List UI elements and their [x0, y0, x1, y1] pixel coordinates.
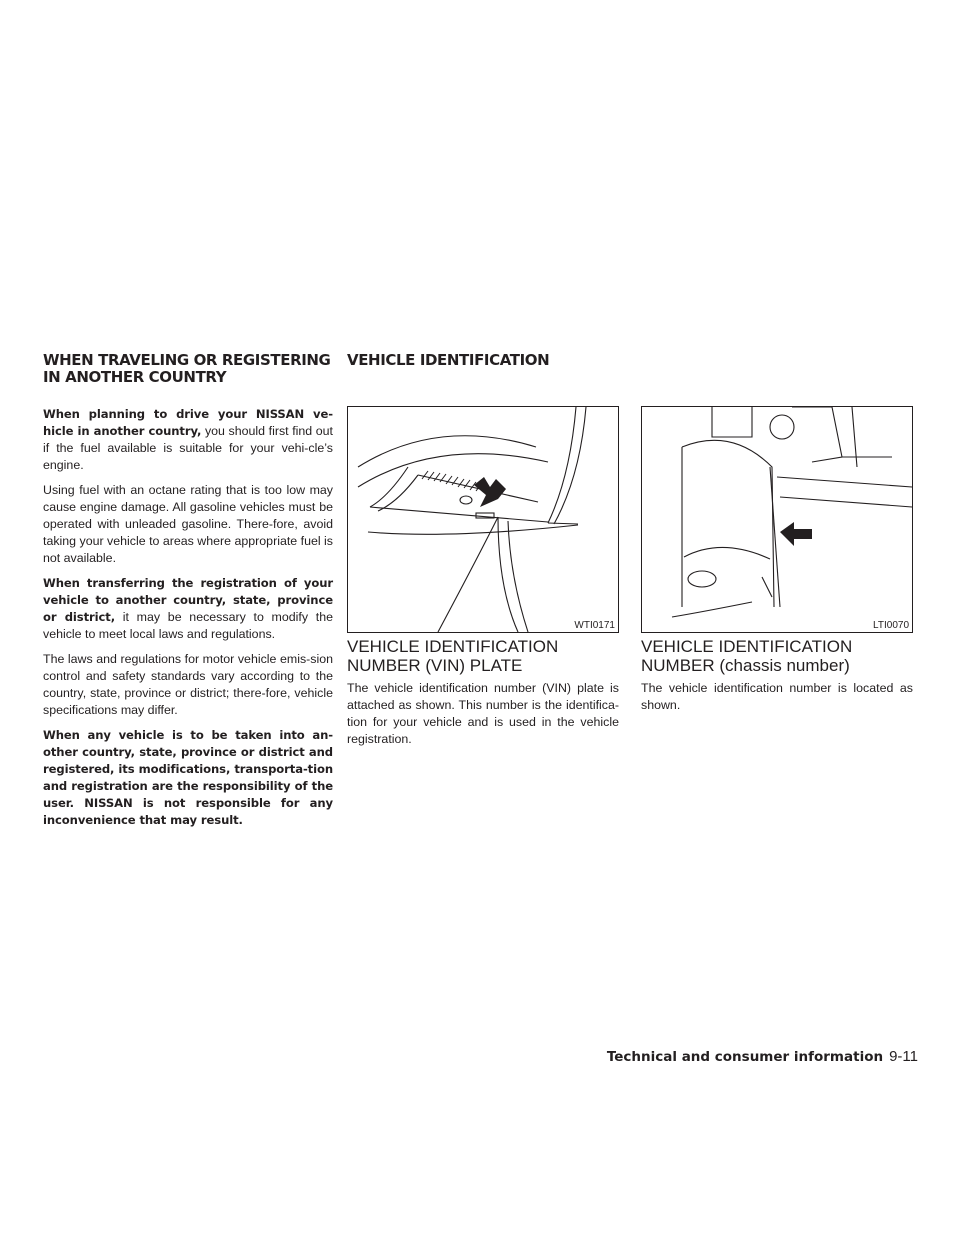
paragraph-2 [43, 482, 333, 567]
section-heading-vehicle-identification: VEHICLE IDENTIFICATION [347, 351, 550, 369]
chassis-number-title: VEHICLE IDENTIFICATION NUMBER (chassis number) [641, 637, 853, 675]
paragraph-2-text: Using fuel with an octane rating that is too low may cause engine damage. All gasoline vehicles must be operated with unleaded gasoline. There-fore, avoid taking your vehicle to areas where appropriate fuel is not available. [43, 483, 333, 565]
page-number: 9-11 [889, 1048, 918, 1065]
paragraph-1-text: you should first find out if the fuel available is suitable for your vehi-cle’s engine. [43, 424, 333, 472]
chassis-number-figure [641, 406, 913, 633]
paragraph-3 [43, 575, 333, 643]
paragraph-4 [43, 651, 333, 719]
footer-section-title: Technical and consumer information [606, 1049, 884, 1065]
chassis-number-description: The vehicle identification number is located as shown. [641, 681, 913, 712]
vin-plate-description: The vehicle identification number (VIN) plate is attached as shown. This number is the identifica-tion for your vehicle and is used in the vehicle registration. [347, 681, 619, 746]
paragraph-1 [43, 406, 333, 474]
section-heading-traveling: WHEN TRAVELING OR REGISTERING IN ANOTHER COUNTRY [43, 351, 331, 386]
chassis-number-illustration [642, 407, 912, 632]
paragraph-5 [43, 727, 333, 829]
traveling-column [43, 406, 333, 837]
paragraph-5-bold: When any vehicle is to be taken into an-other country, state, province or district and registered, its modifications, transporta-tion and registration are the responsibility of the user. NISSAN is not responsible for any inconvenience that may result. [43, 728, 333, 827]
arrow-icon [474, 477, 506, 507]
figure-code: LTI0070 [873, 620, 909, 631]
paragraph-4-text: The laws and regulations for motor vehicle emis-sion control and safety standards vary according to the country, state, province or district; there-fore, vehicle specifications may differ. [43, 652, 333, 717]
figure-code: WTI0171 [574, 620, 615, 631]
page-footer [607, 1048, 918, 1066]
paragraph-3-text: it may be necessary to modify the vehicle to meet local laws and regulations. [43, 610, 333, 641]
paragraph-3-bold: When transferring the registration of your vehicle to another country, state, province or district, [43, 576, 333, 624]
paragraph-1-bold: When planning to drive your NISSAN ve-hicle in another country, [43, 407, 333, 438]
vin-plate-title: VEHICLE IDENTIFICATION NUMBER (VIN) PLATE [347, 637, 559, 675]
vin-plate-illustration [348, 407, 618, 632]
vin-plate-figure [347, 406, 619, 633]
arrow-icon [780, 522, 812, 546]
